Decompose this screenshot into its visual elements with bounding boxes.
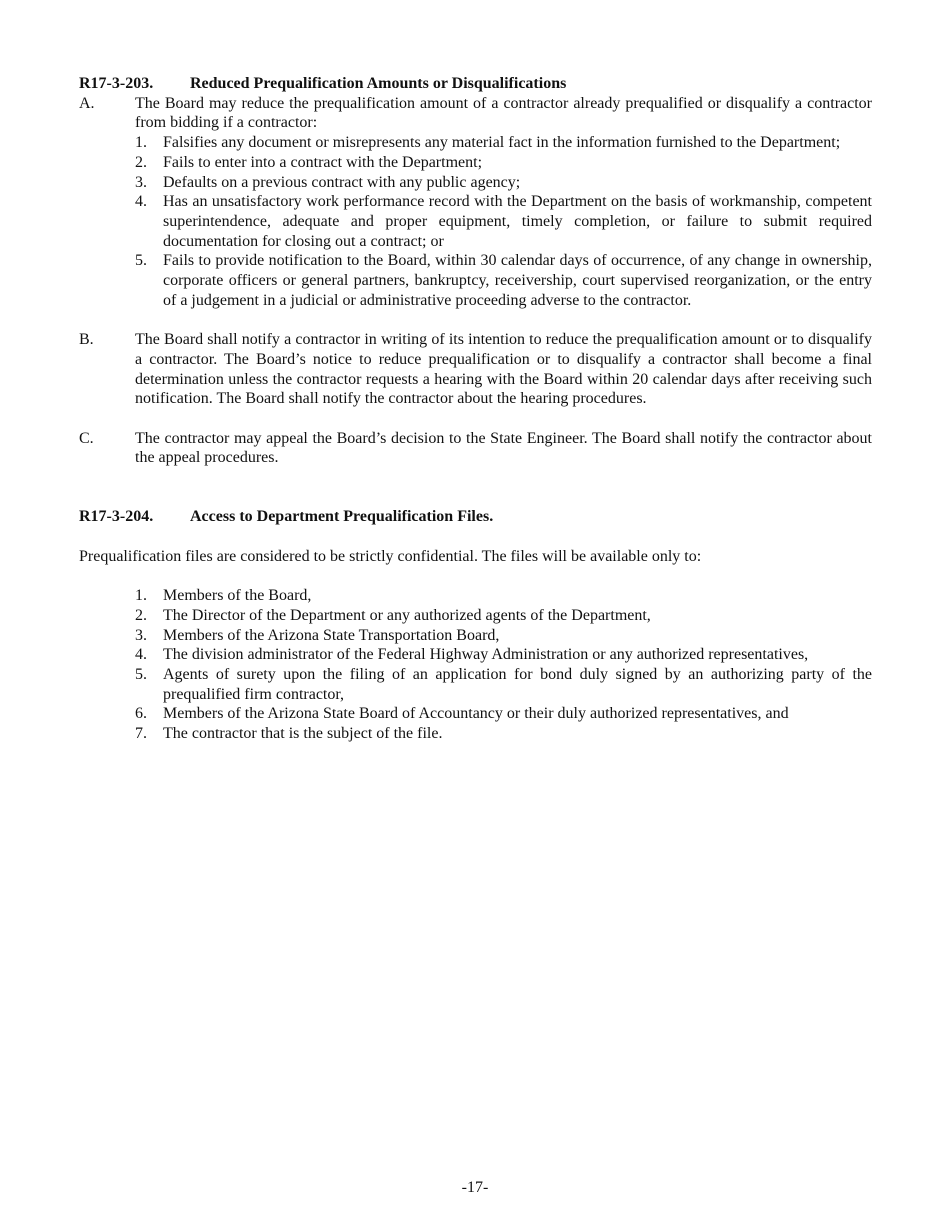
paragraph-letter: A. (79, 94, 95, 112)
section-intro: Prequalification files are considered to be strictly confidential. The files will be available only to: (79, 547, 702, 565)
section-number: R17-3-204. (79, 508, 154, 526)
paragraph-text: The Board may reduce the prequalification amount of a contractor already prequalified or disqualify a contractor from bidding if a contractor: (135, 94, 872, 132)
list-item-text: Fails to provide notification to the Board, within 30 calendar days of occurrence, of any change in ownership, corporate officers or general partners, bankruptcy, receivership, court supervised reorganization, or the entry of a judgement in a judicial or administrative proceeding adverse to the contractor. (163, 252, 872, 309)
paragraph-text: The Board shall notify a contractor in writing of its intention to reduce the prequalification amount or to disqualify a contractor. The Board’s notice to reduce prequalification or to disqualify a contractor shall become a final determination unless the contractor requests a hearing with the Board within 20 calendar days after receiving such notification. The Board shall notify the contractor about the hearing procedures. (135, 331, 872, 408)
list-item-number: 5. (135, 252, 147, 270)
list-item-number: 4. (135, 193, 147, 211)
list-item (135, 704, 872, 724)
paragraph-text: The contractor may appeal the Board’s decision to the State Engineer. The Board shall notify the contractor about the appeal procedures. (135, 429, 872, 467)
list-item-text: The division administrator of the Federal Highway Administration or any authorized representatives, (163, 646, 809, 664)
list-item (135, 192, 872, 251)
section-title: Reduced Prequalification Amounts or Disqualifications (190, 75, 567, 92)
list-item-text: Members of the Arizona State Board of Accountancy or their duly authorized representatives, and (163, 705, 789, 723)
paragraph-a-list (135, 133, 872, 310)
list-item-text: Members of the Board, (163, 587, 312, 605)
list-item-number: 6. (135, 705, 147, 723)
list-item-number: 2. (135, 606, 147, 624)
list-item-number: 3. (135, 173, 147, 191)
list-item (135, 645, 872, 665)
list-item-text: The contractor that is the subject of the file. (163, 725, 443, 743)
list-item-number: 7. (135, 725, 147, 743)
list-item-number: 5. (135, 666, 147, 684)
list-item-text: Falsifies any document or misrepresents any material fact in the information furnished to the Department; (163, 134, 841, 152)
list-item (135, 606, 872, 626)
paragraph-c (79, 429, 872, 468)
list-item (135, 665, 872, 704)
list-item-number: 2. (135, 153, 147, 171)
paragraph-letter: C. (79, 429, 94, 447)
list-item-text: Members of the Arizona State Transportation Board, (163, 626, 500, 644)
list-item-number: 1. (135, 587, 147, 605)
list-item (135, 133, 872, 153)
list-item (135, 586, 872, 606)
section-number: R17-3-203. (79, 75, 154, 92)
section-title: Access to Department Prequalification Files. (190, 508, 494, 526)
list-item-text: Defaults on a previous contract with any public agency; (163, 173, 521, 191)
list-item-text: Agents of surety upon the filing of an application for bond duly signed by an authorizing party of the prequalified firm contractor, (163, 666, 872, 703)
page-number: -17- (461, 1179, 489, 1196)
list-item (135, 251, 872, 310)
paragraph-a (79, 94, 872, 311)
list-item (135, 153, 872, 173)
list-item (135, 626, 872, 646)
paragraph-b (79, 330, 872, 409)
list-item-text: Fails to enter into a contract with the Department; (163, 153, 483, 171)
list-item-text: Has an unsatisfactory work performance record with the Department on the basis of workmanship, competent superintendence, adequate and proper equipment, timely completion, or failure to submit required documentation for closing out a contract; or (163, 193, 872, 250)
paragraph-letter: B. (79, 331, 94, 349)
list-item-number: 4. (135, 646, 147, 664)
list-item-text: The Director of the Department or any authorized agents of the Department, (163, 606, 651, 624)
list-item (135, 724, 872, 744)
document-page (79, 74, 872, 744)
list-item (135, 173, 872, 193)
section-heading-r17-3-203 (79, 74, 872, 94)
section-heading-r17-3-204 (79, 507, 872, 527)
list-item-number: 1. (135, 134, 147, 152)
access-list (135, 586, 872, 744)
list-item-number: 3. (135, 626, 147, 644)
